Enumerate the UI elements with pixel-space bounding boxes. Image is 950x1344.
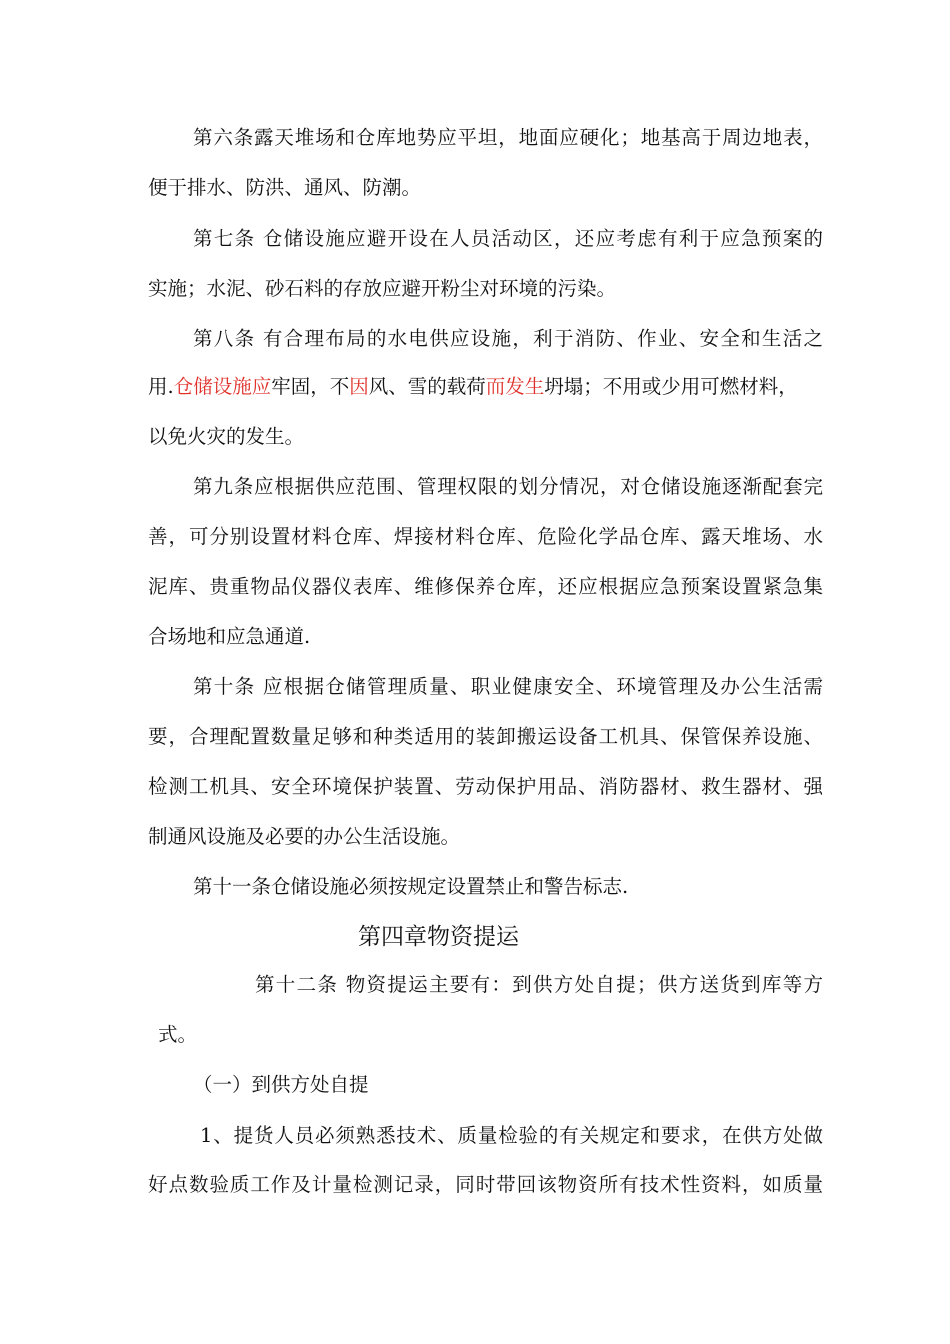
article-11-line-1: 第十一条仓储设施必须按规定设置禁止和警告标志. (193, 875, 629, 898)
item-1-line-1: 1、提货人员必须熟悉技术、质量检验的有关规定和要求，在供方处做 (200, 1124, 823, 1147)
article-7-line-1: 第七条 仓储设施应避开设在人员活动区，还应考虑有利于应急预案的 (193, 227, 823, 250)
article-8-text: 坍塌；不用或少用可燃材料， (544, 375, 798, 398)
article-7-line-2: 实施；水泥、砂石料的存放应避开粉尘对环境的污染。 (148, 277, 617, 300)
article-8-text: 用. (148, 375, 174, 398)
article-10-line-2: 要，合理配置数量足够和种类适用的装卸搬运设备工机具、保管保养设施、 (148, 725, 823, 748)
article-8-line-2 (148, 372, 798, 402)
article-9-line-1: 第九条应根据供应范围、管理权限的划分情况，对仓储设施逐渐配套完 (193, 475, 823, 498)
highlighted-text: 因 (349, 375, 369, 398)
article-12-line-1: 第十二条 物资提运主要有：到供方处自提；供方送货到库等方 (255, 973, 823, 996)
article-12-line-2: 式。 (158, 1023, 198, 1046)
article-8-line-3: 以免火灾的发生。 (148, 425, 305, 448)
article-9-line-4: 合场地和应急通道. (148, 625, 311, 648)
article-9-line-2: 善，可分别设置材料仓库、焊接材料仓库、危险化学品仓库、露天堆场、水 (148, 525, 823, 548)
article-6-line-1: 第六条露天堆场和仓库地势应平坦，地面应硬化；地基高于周边地表， (193, 126, 823, 149)
item-1-line-2: 好点数验质工作及计量检测记录，同时带回该物资所有技术性资料，如质量 (148, 1173, 823, 1196)
article-8-text: 牢固，不 (271, 375, 350, 398)
highlighted-text: 而发生 (485, 375, 545, 398)
article-10-line-3: 检测工机具、安全环境保护装置、劳动保护用品、消防器材、救生器材、强 (148, 775, 823, 798)
highlighted-text: 仓储设施应 (173, 375, 272, 398)
article-8-line-1: 第八条 有合理布局的水电供应设施，利于消防、作业、安全和生活之 (193, 327, 823, 350)
article-10-line-1: 第十条 应根据仓储管理质量、职业健康安全、环境管理及办公生活需 (193, 675, 823, 698)
article-10-line-4: 制通风设施及必要的办公生活设施。 (148, 825, 461, 848)
article-8-text: 风、雪的载荷 (368, 375, 486, 398)
article-9-line-3: 泥库、贵重物品仪器仪表库、维修保养仓库，还应根据应急预案设置紧急集 (148, 575, 823, 598)
chapter-4-title: 第四章物资提运 (358, 924, 519, 950)
article-6-line-2: 便于排水、防洪、通风、防潮。 (148, 176, 422, 199)
section-1-title: （一）到供方处自提 (193, 1073, 369, 1096)
